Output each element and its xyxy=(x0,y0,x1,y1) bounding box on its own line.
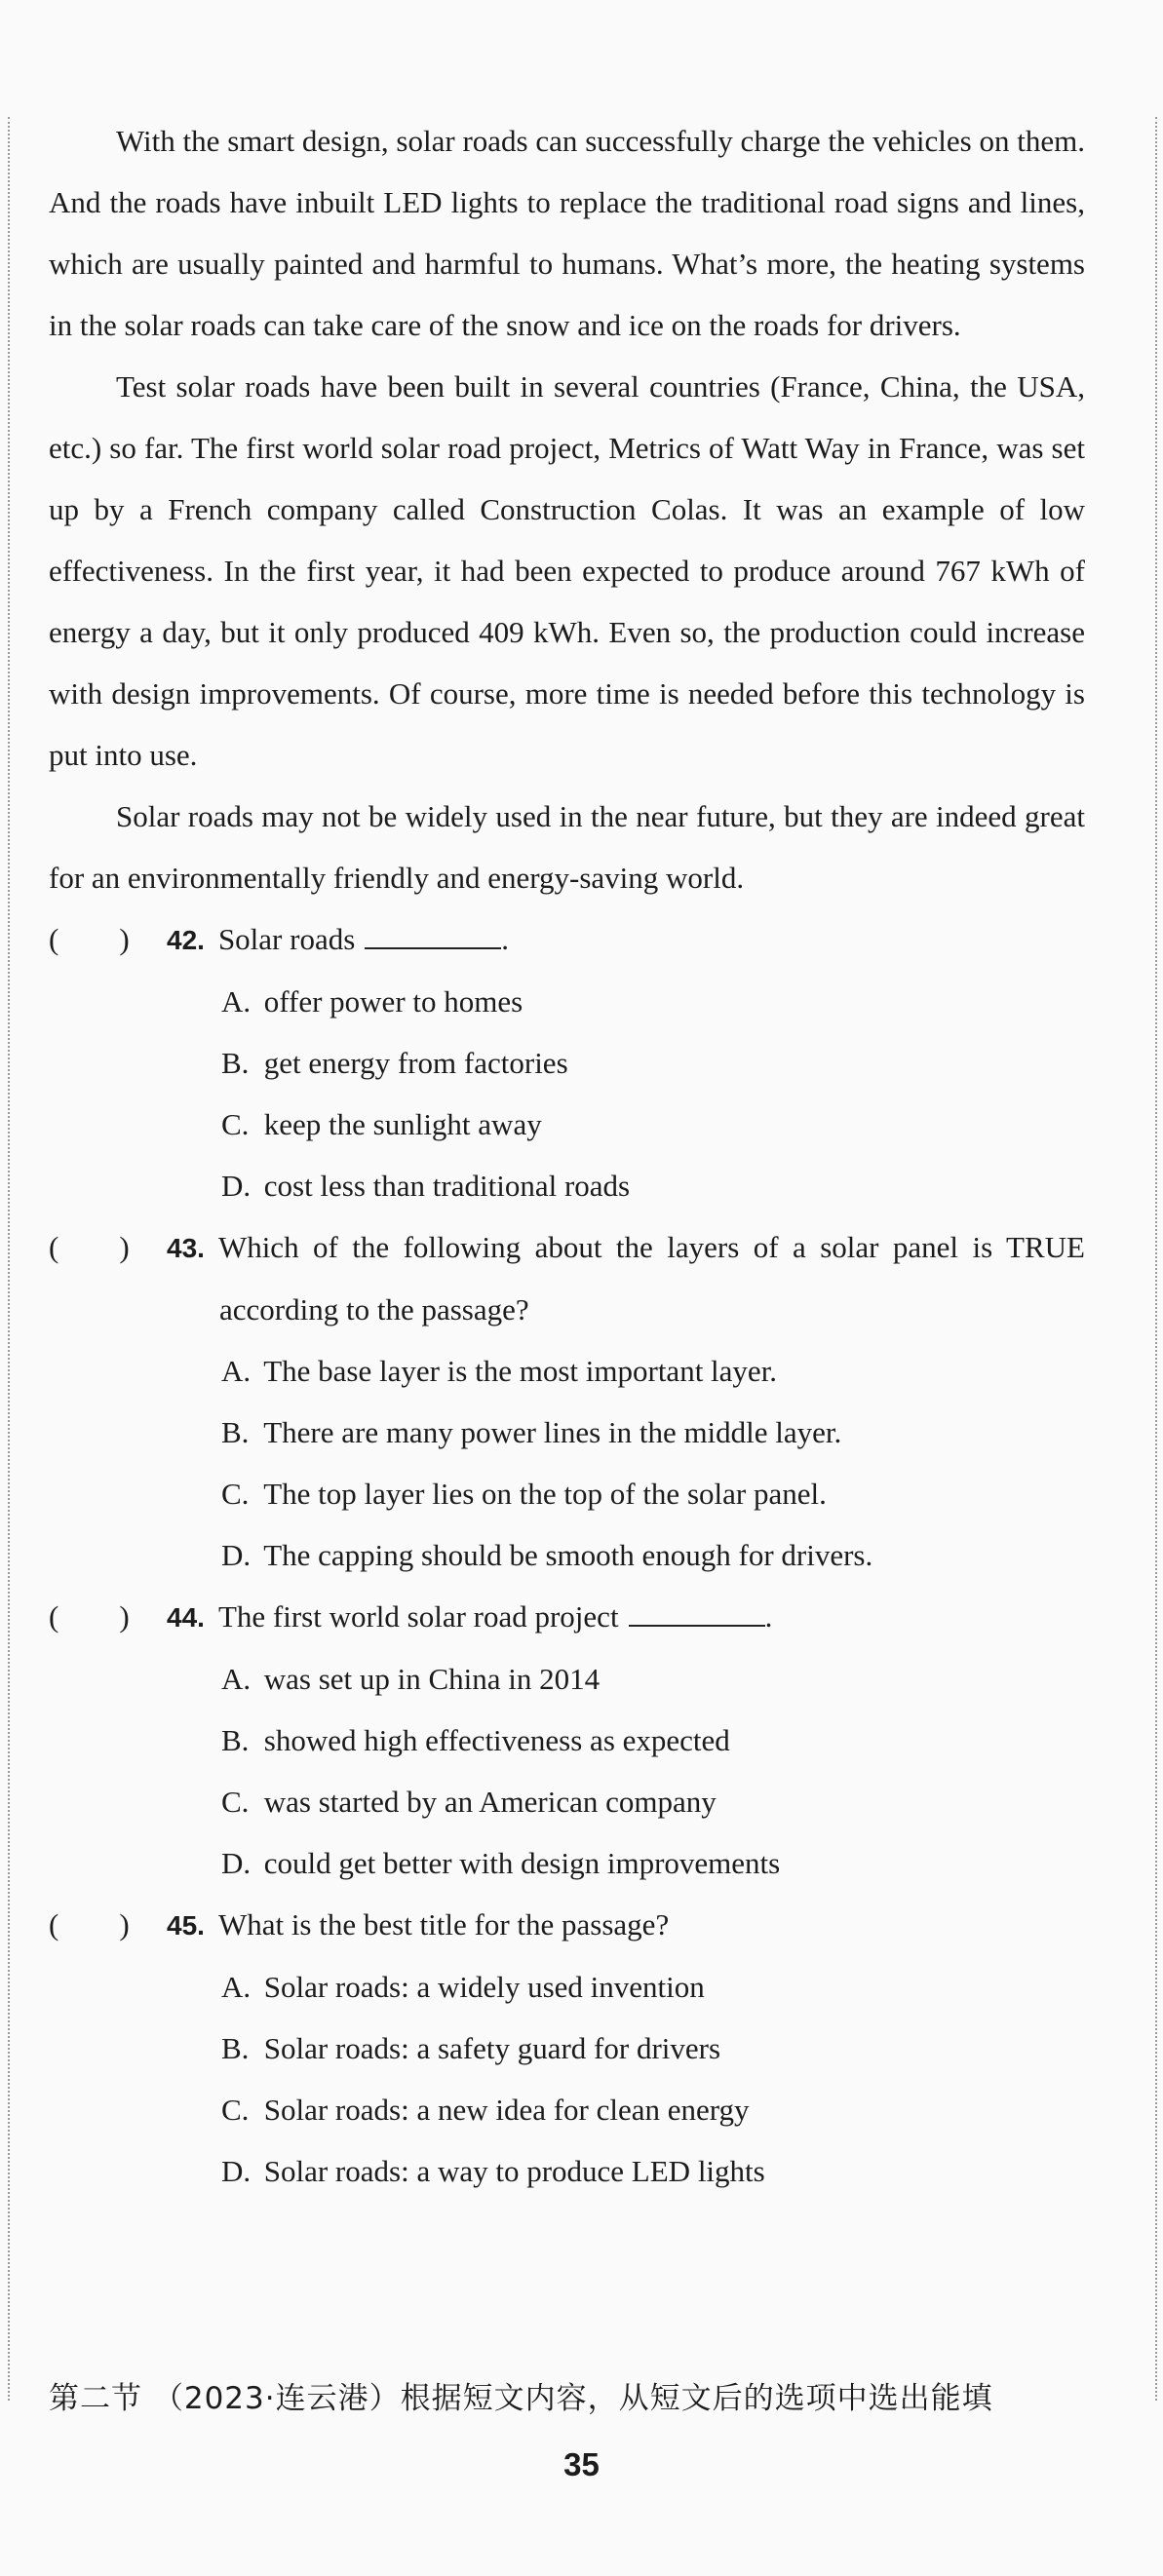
question-42 xyxy=(49,908,1085,1216)
option-a: A. was set up in China in 2014 xyxy=(221,1662,601,1696)
option-a: A. offer power to homes xyxy=(221,984,523,1019)
question-number: 45. xyxy=(167,1910,205,1941)
answer-bracket[interactable]: ( ) xyxy=(49,922,130,956)
reading-passage xyxy=(49,110,1085,2202)
answer-bracket[interactable]: ( ) xyxy=(49,1230,130,1264)
answer-bracket[interactable]: ( ) xyxy=(49,1599,130,1634)
option-c: C. Solar roads: a new idea for clean energy xyxy=(221,2093,750,2127)
paragraph: With the smart design, solar roads can successfully charge the vehicles on them. And the roads have inbuilt LED lights to replace the traditional road signs and lines, which are usually painted and harmful to humans. What’s more, the heating systems in the solar roads can take care of the snow and ice on the roads for drivers. xyxy=(49,124,1085,342)
paragraph: Solar roads may not be widely used in the near future, but they are indeed great for an environmentally friendly and energy-saving world. xyxy=(49,799,1085,895)
question-number: 44. xyxy=(167,1602,205,1633)
section-heading: 第二节 （2023·连云港）根据短文内容，从短文后的选项中选出能填 xyxy=(49,2381,993,2416)
left-binding-line xyxy=(8,117,10,2401)
option-b: B. get energy from factories xyxy=(221,1046,568,1080)
option-d: D. could get better with design improvements xyxy=(221,1846,781,1880)
option-d: D. The capping should be smooth enough for drivers. xyxy=(221,1538,873,1572)
option-list xyxy=(49,971,1085,1216)
option-c: C. was started by an American company xyxy=(221,1785,717,1819)
option-d: D. Solar roads: a way to produce LED lights xyxy=(221,2154,765,2188)
page-number: 35 xyxy=(563,2446,600,2482)
option-b: B. There are many power lines in the middle layer. xyxy=(221,1415,842,1449)
right-binding-line xyxy=(1155,117,1157,2401)
option-c: C. The top layer lies on the top of the solar panel. xyxy=(221,1477,827,1511)
answer-blank xyxy=(629,1601,765,1627)
option-b: B. showed high effectiveness as expected xyxy=(221,1723,730,1757)
question-43 xyxy=(49,1216,1085,1586)
option-a: A. Solar roads: a widely used invention xyxy=(221,1970,705,2004)
question-45 xyxy=(49,1894,1085,2202)
question-44 xyxy=(49,1586,1085,1894)
option-b: B. Solar roads: a safety guard for drivers xyxy=(221,2031,721,2065)
question-stem: 43. Which of the following about the layers of a solar panel is TRUE according to the passage? xyxy=(167,1230,1085,1326)
option-a: A. The base layer is the most important layer. xyxy=(221,1354,778,1388)
question-number: 42. xyxy=(167,925,205,955)
option-d: D. cost less than traditional roads xyxy=(221,1169,631,1203)
option-list xyxy=(49,1648,1085,1894)
question-stem: 42. Solar roads . xyxy=(167,922,510,956)
option-list xyxy=(49,1956,1085,2202)
question-stem: 45. What is the best title for the passage? xyxy=(167,1907,670,1942)
option-list xyxy=(49,1340,1085,1586)
option-c: C. keep the sunlight away xyxy=(221,1107,542,1141)
answer-blank xyxy=(365,924,501,949)
paragraph: Test solar roads have been built in several countries (France, China, the USA, etc.) so far. The first world solar road project, Metrics of Watt Way in France, was set up by a French company called Construction Colas. It was an example of low effectiveness. In the first year, it had been expected to produce around 767 kWh of energy a day, but it only produced 409 kWh. Even so, the production could increase with design improvements. Of course, more time is needed before this technology is put into use. xyxy=(49,369,1085,772)
question-number: 43. xyxy=(167,1233,205,1263)
question-stem: 44. The first world solar road project . xyxy=(167,1599,773,1634)
answer-bracket[interactable]: ( ) xyxy=(49,1907,130,1942)
